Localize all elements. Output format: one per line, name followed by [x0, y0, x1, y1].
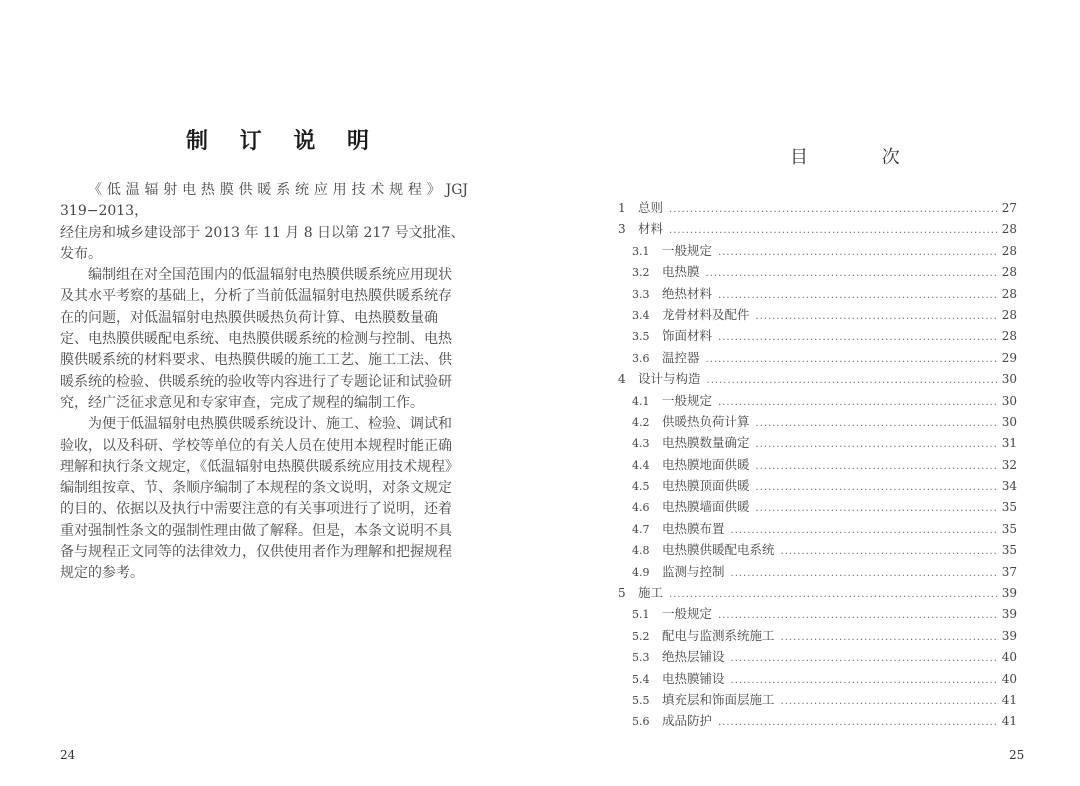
toc-entry-label: 一般规定 [662, 392, 713, 408]
explanation-body [60, 180, 468, 585]
toc-entry-label: 供暖热负荷计算 [662, 413, 750, 429]
toc-entry-page: 32 [1001, 457, 1017, 472]
toc-entry-page: 28 [1001, 265, 1017, 280]
toc-leader-dots [756, 439, 999, 450]
paragraph-line: 重对强制性条文的强制性理由做了解释。但是，本条文说明不具 [60, 522, 452, 539]
toc-entry-page: 28 [1001, 307, 1017, 322]
toc-leader-dots [718, 332, 999, 343]
toc-entry-page: 39 [1001, 607, 1017, 622]
toc-leader-dots [756, 461, 999, 472]
toc-entry-label: 电热膜铺设 [662, 670, 725, 686]
toc-entry-label: 成品防护 [662, 713, 713, 729]
toc-leader-dots [718, 247, 999, 258]
toc-leader-dots [669, 204, 999, 215]
paragraph-line: 及其水平考察的基础上，分析了当前低温辐射电热膜供暖系统存 [60, 288, 452, 305]
toc-entry-page: 31 [1001, 436, 1017, 451]
toc-leader-dots [718, 610, 999, 621]
toc-entry-number: 4.8 [632, 544, 650, 558]
toc-leader-dots [731, 568, 999, 579]
toc-entry-page: 39 [1001, 586, 1017, 601]
toc-entry-number: 3.1 [632, 244, 650, 258]
paragraph [60, 180, 468, 265]
toc-leader-dots [669, 589, 999, 600]
toc-entry[interactable] [618, 540, 1017, 561]
toc-entry-number: 5.6 [632, 715, 650, 729]
toc-leader-dots [781, 696, 999, 707]
toc-entry-page: 28 [1001, 329, 1017, 344]
toc-entry-label: 填充层和饰面层施工 [662, 691, 775, 707]
toc-entry-page: 28 [1001, 243, 1017, 258]
toc-entry-number: 4.7 [632, 522, 650, 536]
toc-entry-page: 28 [1001, 286, 1017, 301]
paragraph-line: 发布。 [60, 245, 102, 262]
toc-entry-page: 35 [1001, 521, 1017, 536]
toc-entry-page: 41 [1001, 714, 1017, 729]
toc-entry-page: 40 [1001, 671, 1017, 686]
toc-entry[interactable] [618, 604, 1017, 625]
toc-entry-label: 监测与控制 [662, 563, 725, 579]
toc-entry-number: 4.4 [632, 458, 650, 472]
toc-entry-number: 3.3 [632, 287, 650, 301]
toc-entry-page: 35 [1001, 500, 1017, 515]
toc-leader-dots [781, 546, 999, 557]
toc-entry-label: 电热膜数量确定 [662, 435, 750, 451]
paragraph-line: 在的问题，对低温辐射电热膜供暖热负荷计算、电热膜数量确 [60, 309, 438, 326]
toc-entry[interactable] [618, 562, 1017, 583]
paragraph-line: 为便于低温辐射电热膜供暖系统设计、施工、检验、调试和 [88, 416, 452, 433]
toc-entry-page: 39 [1001, 628, 1017, 643]
toc-leader-dots [731, 525, 999, 536]
paragraph-line: 备与规程正文同等的法律效力，仅供使用者作为理解和把握规程 [60, 544, 452, 561]
toc-entry-number: 5.3 [632, 651, 650, 665]
toc-entry[interactable] [618, 219, 1017, 240]
toc-entry-label: 总则 [638, 200, 664, 215]
toc-entry-number: 4.3 [632, 437, 650, 451]
toc-leader-dots [718, 717, 999, 728]
toc-leader-dots [718, 290, 999, 301]
toc-entry-label: 设计与构造 [638, 371, 701, 387]
toc-leader-dots [756, 503, 999, 514]
toc-leader-dots [706, 354, 999, 365]
toc-entry-label: 一般规定 [662, 242, 713, 258]
toc-entry-number: 4.2 [632, 415, 650, 429]
toc-entry-label: 电热膜墙面供暖 [662, 499, 750, 515]
table-of-contents [618, 198, 1017, 733]
toc-entry[interactable] [618, 262, 1017, 283]
right-page [540, 0, 1080, 786]
toc-entry-page: 37 [1001, 564, 1017, 579]
toc-entry-label: 电热膜地面供暖 [662, 456, 750, 472]
toc-entry[interactable] [618, 711, 1017, 732]
toc-entry[interactable] [618, 476, 1017, 497]
toc-entry-label: 电热膜 [662, 264, 700, 280]
toc-entry[interactable] [618, 284, 1017, 305]
paragraph-line: 编制组在对全国范围内的低温辐射电热膜供暖系统应用现状 [88, 267, 452, 284]
toc-entry[interactable] [618, 583, 1017, 604]
toc-entry-label: 电热膜布置 [662, 520, 725, 536]
toc-entry[interactable] [618, 497, 1017, 518]
paragraph-line: 理解和执行条文规定，《低温辐射电热膜供暖系统应用技术规程》 [60, 458, 459, 475]
toc-entry-page: 30 [1001, 372, 1017, 387]
toc-entry-number: 3.4 [632, 308, 650, 322]
toc-title: 目 次 [790, 147, 934, 168]
paragraph-line: 验收，以及科研、学校等单位的有关人员在使用本规程时能正确 [60, 437, 452, 454]
toc-entry-page: 35 [1001, 543, 1017, 558]
toc-entry[interactable] [618, 690, 1017, 711]
toc-entry-number: 4 [618, 372, 626, 387]
toc-entry-number: 1 [618, 201, 626, 215]
toc-entry-page: 34 [1001, 479, 1017, 494]
toc-entry[interactable] [618, 326, 1017, 347]
toc-entry-label: 一般规定 [662, 606, 713, 622]
paragraph [60, 414, 468, 584]
toc-entry-number: 3.6 [632, 351, 650, 365]
toc-entry[interactable] [618, 369, 1017, 390]
toc-entry-number: 4.5 [632, 480, 650, 494]
toc-entry-number: 5.2 [632, 629, 650, 643]
toc-entry-number: 3 [618, 222, 626, 237]
paragraph-line: 的目的、依据以及执行中需要注意的有关事项进行了说明，还着 [60, 501, 452, 518]
toc-entry-page: 30 [1001, 393, 1017, 408]
toc-entry-label: 电热膜顶面供暖 [662, 478, 750, 494]
toc-entry-number: 5.4 [632, 672, 650, 686]
page-number-left: 24 [60, 748, 76, 762]
toc-entry-number: 5.1 [632, 608, 650, 622]
toc-entry-label: 材料 [638, 221, 664, 237]
paragraph-line: 定、电热膜供暖配电系统、电热膜供暖系统的检测与控制、电热 [60, 331, 452, 348]
toc-leader-dots [707, 375, 999, 386]
toc-entry-label: 绝热层铺设 [662, 649, 725, 665]
page-number-right: 25 [1009, 748, 1025, 762]
toc-entry-number: 3.5 [632, 330, 650, 344]
toc-entry[interactable] [618, 412, 1017, 433]
toc-leader-dots [756, 482, 999, 493]
toc-leader-dots [706, 268, 999, 279]
paragraph-line: 规定的参考。 [60, 565, 144, 582]
paragraph-line: 膜供暖系统的材料要求、电热膜供暖的施工工艺、施工工法、供 [60, 352, 452, 369]
toc-leader-dots [781, 632, 999, 643]
toc-leader-dots [669, 225, 999, 236]
paragraph-line: 编制组按章、节、条顺序编制了本规程的条文说明，对条文规定 [60, 480, 452, 497]
toc-entry[interactable] [618, 198, 1017, 219]
toc-entry-label: 配电与监测系统施工 [662, 627, 775, 643]
toc-entry[interactable] [618, 626, 1017, 647]
toc-entry[interactable] [618, 348, 1017, 369]
page-title: 制 订 说 明 [186, 128, 381, 154]
toc-entry-page: 28 [1001, 222, 1017, 237]
toc-entry[interactable] [618, 455, 1017, 476]
paragraph-line: 暖系统的检验、供暖系统的验收等内容进行了专题论证和试验研 [60, 373, 452, 390]
toc-entry-label: 温控器 [662, 349, 700, 365]
toc-entry-number: 3.2 [632, 266, 650, 280]
toc-entry[interactable] [618, 433, 1017, 454]
toc-leader-dots [731, 675, 999, 686]
toc-leader-dots [756, 418, 999, 429]
toc-entry-label: 饰面材料 [662, 328, 713, 344]
toc-entry-label: 电热膜供暖配电系统 [662, 542, 775, 558]
toc-entry-page: 27 [1001, 201, 1017, 215]
toc-entry-page: 40 [1001, 650, 1017, 665]
toc-entry-label: 施工 [638, 585, 664, 601]
toc-entry-label: 龙骨材料及配件 [662, 306, 750, 322]
toc-entry-label: 绝热材料 [662, 285, 713, 301]
paragraph-line: 《低温辐射电热膜供暖系统应用技术规程》JGJ 319−2013， [60, 182, 468, 220]
toc-entry-page: 29 [1001, 350, 1017, 365]
toc-leader-dots [731, 653, 999, 664]
toc-entry-number: 5.5 [632, 693, 650, 707]
paragraph [60, 265, 468, 414]
toc-entry-page: 30 [1001, 414, 1017, 429]
toc-entry[interactable] [618, 519, 1017, 540]
toc-entry[interactable] [618, 669, 1017, 690]
toc-entry[interactable] [618, 305, 1017, 326]
toc-leader-dots [718, 397, 999, 408]
toc-entry-number: 4.6 [632, 501, 650, 515]
toc-entry-number: 5 [618, 586, 626, 601]
toc-entry-number: 4.1 [632, 394, 650, 408]
toc-entry-number: 4.9 [632, 565, 650, 579]
paragraph-line: 经住房和城乡建设部于 2013 年 11 月 8 日以第 217 号文批准、 [60, 224, 465, 241]
toc-entry[interactable] [618, 647, 1017, 668]
toc-entry-page: 41 [1001, 692, 1017, 707]
toc-entry[interactable] [618, 391, 1017, 412]
paragraph-line: 究，经广泛征求意见和专家审查，完成了规程的编制工作。 [60, 394, 424, 411]
toc-entry[interactable] [618, 241, 1017, 262]
toc-leader-dots [756, 311, 999, 322]
